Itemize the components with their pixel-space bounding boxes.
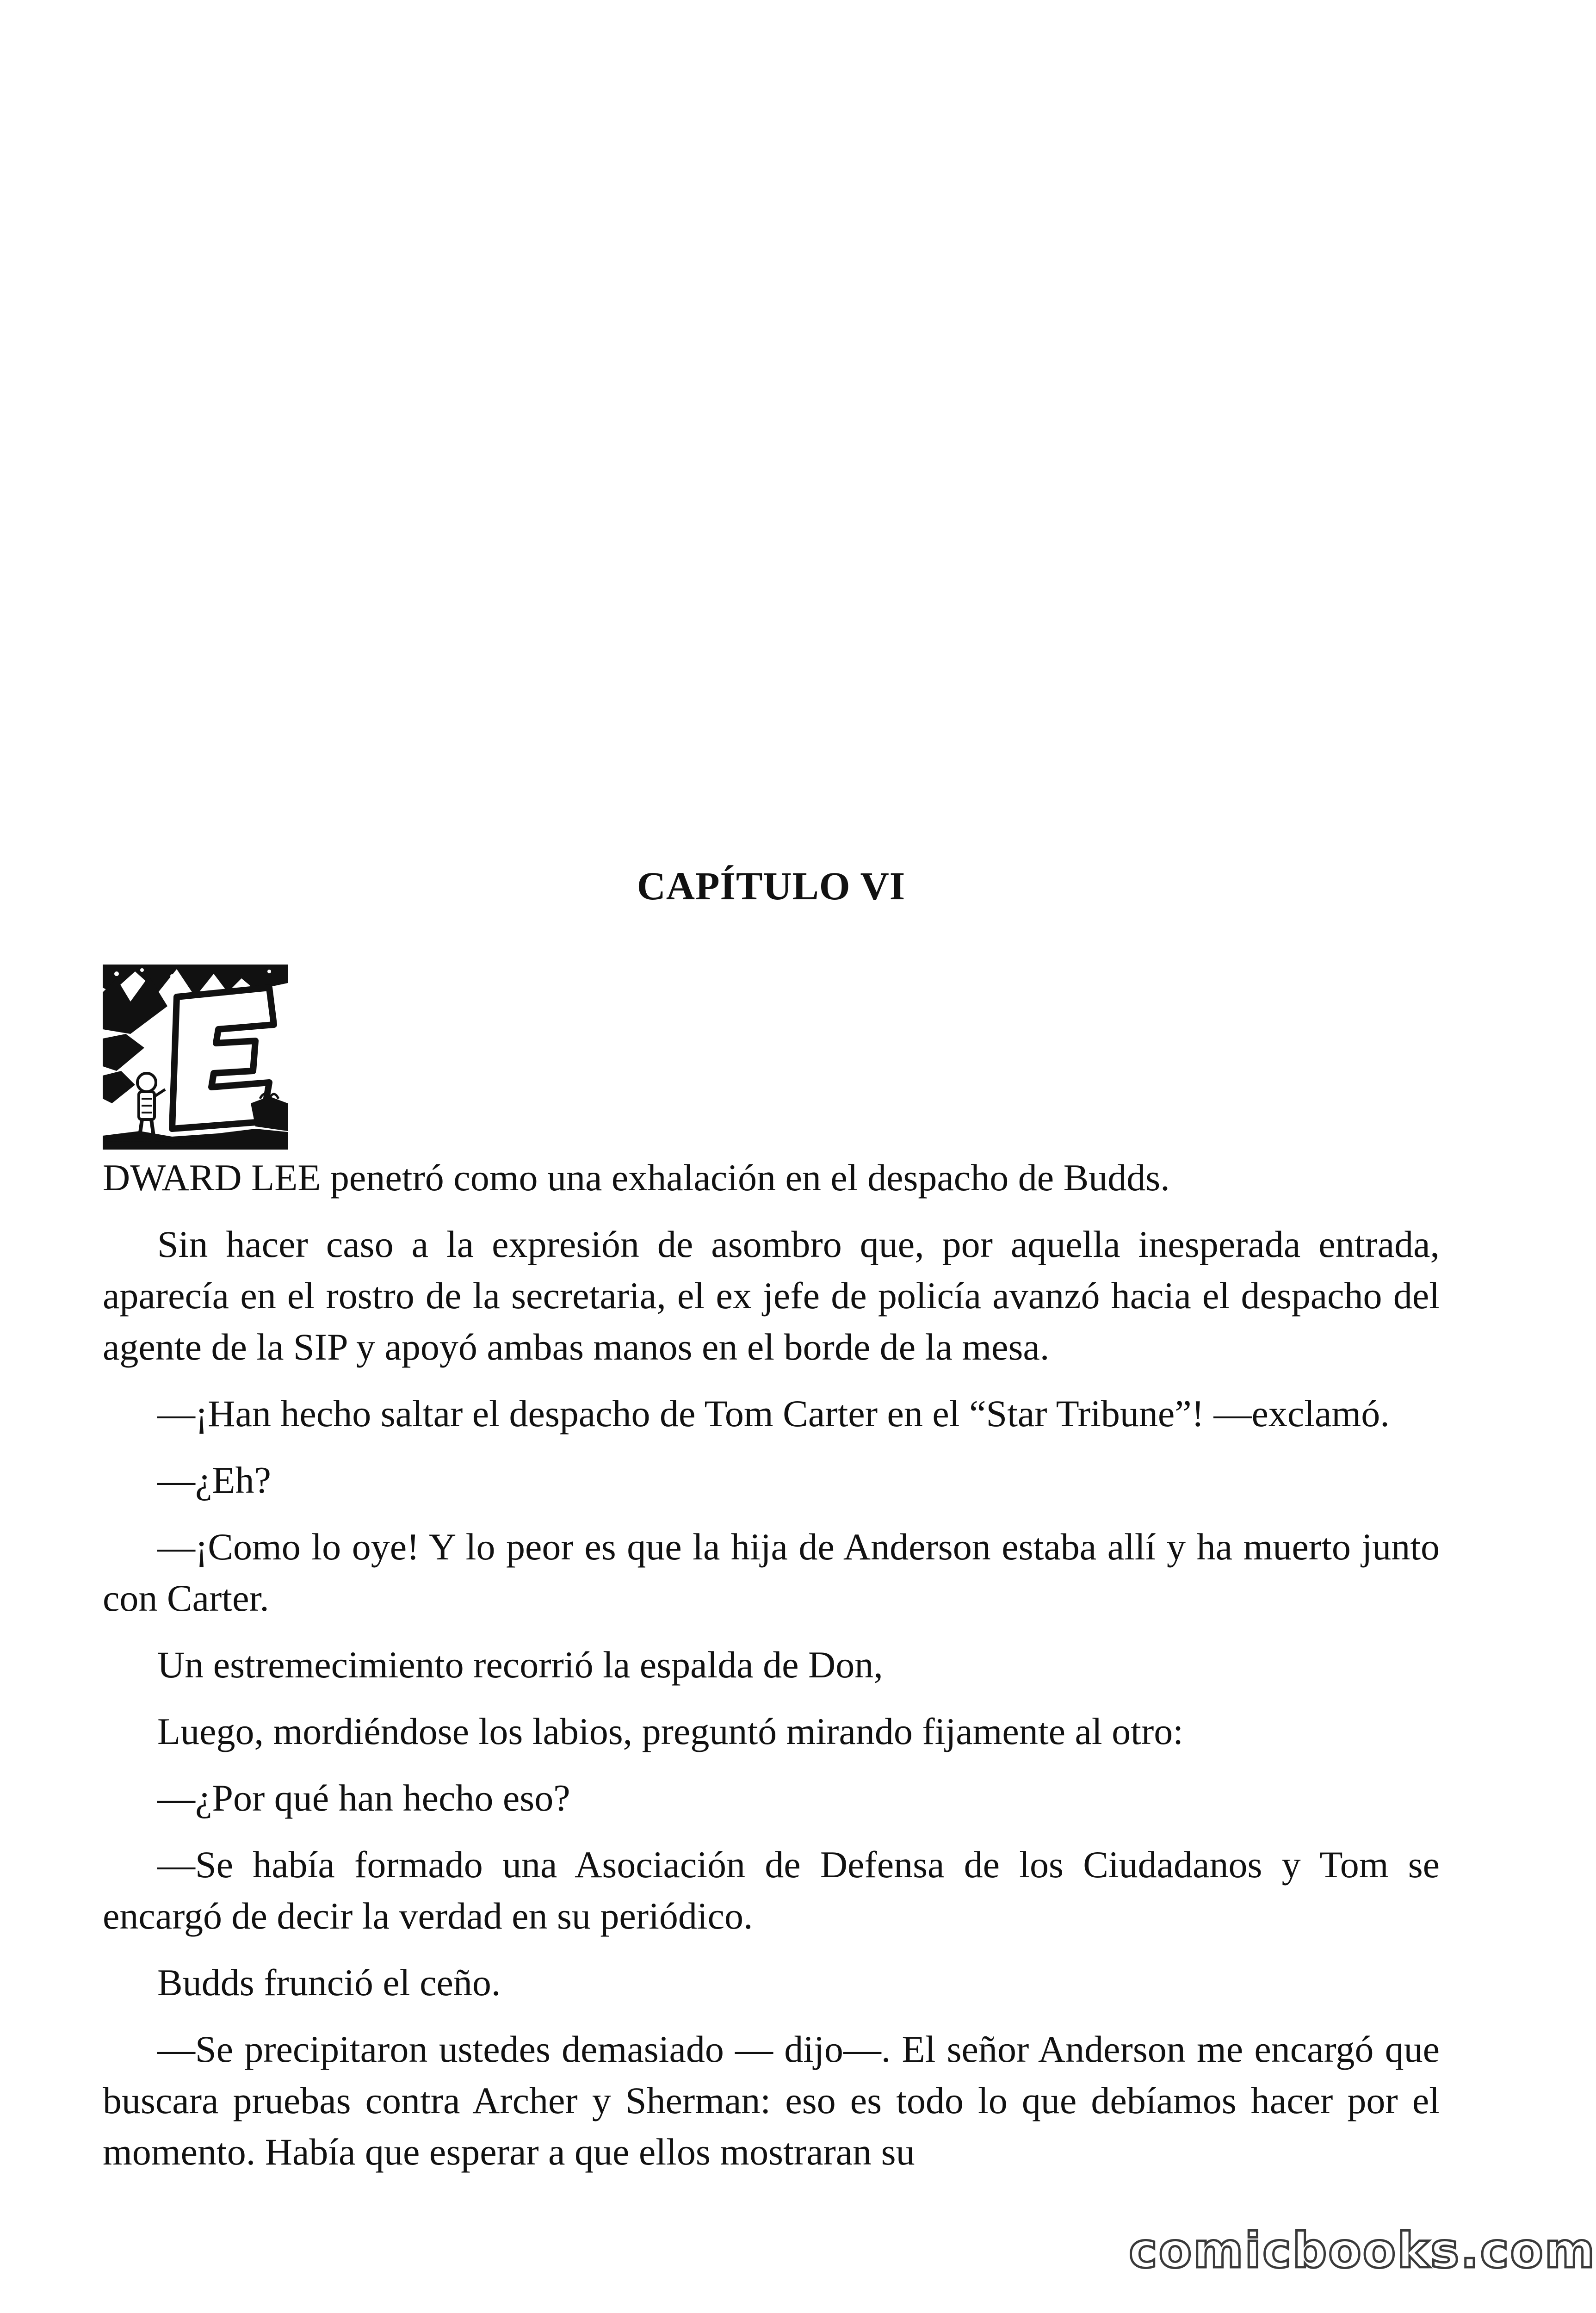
paragraph-2: Sin hacer caso a la expresión de asombro que, por aquella inesperada entrada, aparecía en el rostro de la secretaria, el ex jefe de policía avanzó hacia el despacho del agente de la SIP y apoyó ambas manos en el borde de la mesa. — [103, 1223, 1440, 1368]
paragraph-5: —¡Como lo oye! Y lo peor es que la hija de Anderson estaba allí y ha muerto junto con Carter. — [103, 1526, 1440, 1619]
site-watermark: comicbooks.com — [1129, 2222, 1596, 2279]
paragraph-9: —Se había formado una Asociación de Defensa de los Ciudadanos y Tom se encargó de decir la verdad en su periódico. — [103, 1843, 1440, 1937]
paragraph-6: Un estremecimiento recorrió la espalda de Don, — [157, 1644, 883, 1686]
paragraph-3: —¡Han hecho saltar el despacho de Tom Carter en el “Star Tribune”! —exclamó. — [157, 1392, 1390, 1435]
paragraph-4: —¿Eh? — [157, 1459, 271, 1501]
paragraph-1: DWARD LEE penetró como una exhalación en el despacho de Budds. — [103, 1156, 1170, 1199]
chapter-title: CAPÍTULO VI — [637, 864, 906, 908]
chapter-body — [103, 1152, 1440, 2193]
paragraph-10: Budds frunció el ceño. — [157, 1961, 501, 2004]
paragraph-7: Luego, mordiéndose los labios, preguntó mirando fijamente al otro: — [157, 1710, 1184, 1752]
paragraph-8: —¿Por qué han hecho eso? — [157, 1777, 570, 1819]
illustrated-drop-cap-e-icon — [103, 965, 288, 1150]
paragraph-11: —Se precipitaron ustedes demasiado — dijo—. El señor Anderson me encargó que buscara pruebas contra Archer y Sherman: eso es todo lo que debíamos hacer por el momento. Había que esperar a que ellos mostraran su — [103, 2028, 1440, 2173]
